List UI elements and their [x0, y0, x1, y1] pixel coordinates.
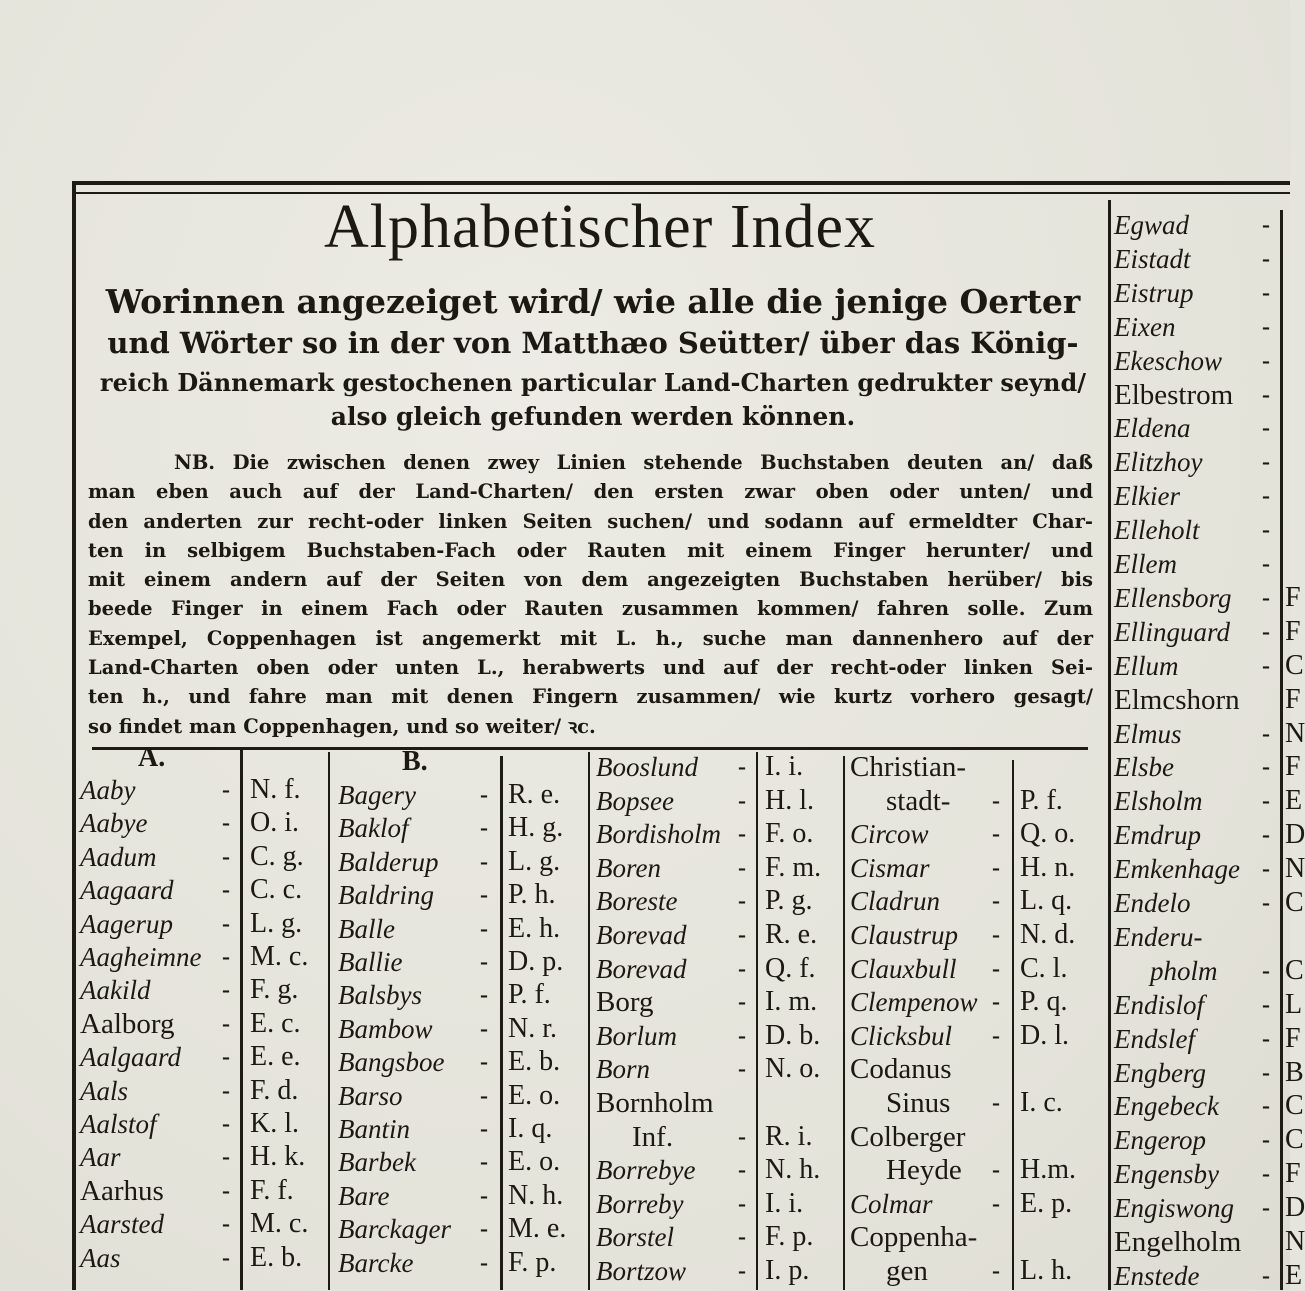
grid-reference: L	[1285, 988, 1303, 1020]
leader-dash: -	[1262, 1262, 1270, 1289]
nb-line: beede Finger in einem Fach oder Rauten zusammen kommen/ fahren solle. Zum	[88, 597, 1093, 621]
index-entry-name: Borrebye	[596, 1155, 696, 1186]
leader-dash: -	[1262, 652, 1270, 679]
grid-reference: F. o.	[765, 818, 814, 850]
index-entry-name: Barso	[338, 1080, 403, 1111]
index-entry-name: Elsholm	[1114, 786, 1203, 817]
index-entry-name: Elsbe	[1114, 752, 1174, 783]
leader-dash: -	[738, 1190, 746, 1217]
leader-dash: -	[1262, 1127, 1270, 1154]
nb-line: ten in selbigem Buchstaben-Fach oder Rauten mit einem Finger herunter/ und	[88, 538, 1093, 562]
index-entry-name: Heyde	[886, 1154, 962, 1187]
nb-line: man eben auch auf der Land-Charten/ den ersten zwar oben oder unten/ und	[88, 480, 1093, 504]
leader-dash: -	[222, 1244, 230, 1271]
leader-dash: -	[1262, 788, 1270, 815]
grid-reference: C	[1285, 649, 1304, 681]
grid-reference: E. p.	[1020, 1187, 1073, 1219]
index-entry-name: Ballie	[338, 947, 403, 977]
leader-dash: -	[1262, 890, 1270, 916]
grid-reference: H.m.	[1020, 1154, 1076, 1186]
index-entry-name: Aar	[80, 1142, 121, 1173]
leader-dash: -	[992, 787, 1000, 814]
leader-dash: -	[738, 787, 746, 814]
index-entry-name: Sinus	[886, 1087, 951, 1119]
index-entry-name: Clempenow	[850, 987, 978, 1018]
leader-dash: -	[480, 815, 488, 842]
leader-dash: -	[1262, 1025, 1270, 1052]
grid-reference: M. c.	[250, 1208, 309, 1240]
index-entry-name: Eldena	[1114, 413, 1191, 444]
leader-dash: -	[480, 949, 488, 975]
grid-reference: F	[1285, 1022, 1301, 1054]
leader-dash: -	[222, 1010, 230, 1037]
grid-reference: E	[1285, 1259, 1303, 1291]
leader-dash: -	[480, 915, 488, 942]
leader-dash: -	[1262, 415, 1270, 442]
index-entry-name: Colmar	[850, 1188, 933, 1219]
leader-dash: -	[738, 989, 746, 1016]
section-header-b: B.	[402, 746, 428, 777]
nb-line: ten h., und fahre man mit denen Fingern zusammen/ wie kurtz vorhero gesagt/	[88, 685, 1093, 709]
index-entry-name: Elleholt	[1114, 515, 1200, 546]
nb-line: mit einem andern auf der Seiten von dem angezeigten Buchstaben herüber/ bis	[88, 568, 1093, 592]
grid-reference: N. d.	[1020, 919, 1076, 950]
index-entry-name: Elbestrom	[1114, 378, 1234, 411]
grid-reference: Q. f.	[765, 952, 816, 984]
leader-dash: -	[1262, 957, 1270, 984]
grid-reference: N	[1285, 1226, 1305, 1257]
index-entry-name: Endislof	[1114, 989, 1205, 1020]
index-entry-name: Elkier	[1114, 481, 1180, 512]
index-entry-name: Baldring	[338, 880, 435, 911]
leader-dash: -	[738, 888, 746, 915]
index-entry-name: Aakild	[80, 975, 151, 1006]
leader-dash: -	[1262, 347, 1270, 374]
leader-dash: -	[1262, 822, 1270, 849]
nb-line: den anderten zur recht-oder linken Seiten suchen/ und sodann auf ermeldter Char-	[88, 509, 1093, 533]
index-entry-name: Aadum	[80, 841, 157, 872]
grid-reference: F	[1285, 751, 1301, 783]
leader-dash: -	[222, 877, 230, 904]
grid-reference: N	[1285, 853, 1305, 885]
index-entry-name: Borg	[596, 986, 654, 1019]
leader-dash: -	[222, 977, 230, 1004]
index-entry-name: Enderu-	[1114, 921, 1203, 952]
index-entry-name: Bopsee	[596, 785, 674, 816]
subtitle-line: also gleich gefunden werden können.	[330, 402, 856, 431]
leader-dash: -	[480, 1249, 488, 1276]
leader-dash: -	[992, 1090, 1000, 1116]
leader-dash: -	[1262, 1161, 1270, 1188]
grid-reference: H. l.	[765, 784, 814, 816]
leader-dash: -	[1262, 754, 1270, 781]
grid-reference: F	[1285, 615, 1301, 647]
index-entry-name: Barcke	[338, 1247, 414, 1278]
grid-reference: N. r.	[508, 1012, 557, 1044]
index-entry-name: Clauxbull	[850, 953, 957, 984]
grid-reference: H. g.	[508, 812, 564, 844]
leader-dash: -	[480, 1216, 488, 1243]
index-entry-name: Aaby	[80, 775, 136, 805]
leader-dash: -	[1262, 245, 1270, 272]
leader-dash: -	[222, 1111, 230, 1137]
leader-dash: -	[992, 888, 1000, 915]
grid-reference: N. o.	[765, 1053, 821, 1085]
leader-dash: -	[480, 848, 488, 875]
leader-dash: -	[480, 1015, 488, 1042]
grid-reference: N	[1285, 717, 1305, 749]
grid-reference: R. e.	[508, 779, 561, 810]
index-entry-name: Aalborg	[80, 1007, 175, 1040]
grid-reference: I. i.	[765, 1187, 804, 1219]
index-entry-name: Endelo	[1114, 888, 1191, 918]
grid-reference: P. g.	[765, 885, 813, 917]
leader-dash: -	[992, 854, 1000, 881]
index-entry-name: Aagerup	[80, 908, 173, 939]
index-entry-name: Bornholm	[596, 1087, 714, 1119]
index-entry-name: Bordisholm	[596, 819, 722, 850]
grid-reference: E. c.	[250, 1007, 301, 1039]
index-entry-name: Egwad	[1114, 210, 1190, 240]
grid-reference: N. h.	[765, 1154, 821, 1186]
grid-reference: E. b.	[250, 1241, 303, 1273]
index-entry-name: Balsbys	[338, 980, 422, 1011]
leader-dash: -	[738, 1258, 746, 1284]
grid-reference: D. p.	[508, 946, 564, 977]
leader-dash: -	[738, 1056, 746, 1083]
index-entry-name: Cismar	[850, 852, 930, 883]
grid-reference: L. g.	[508, 845, 561, 877]
index-entry-name: gen	[886, 1255, 928, 1287]
grid-reference: C	[1285, 1124, 1304, 1156]
index-entry-name: Engensby	[1114, 1159, 1219, 1190]
index-entry-name: Balderup	[338, 846, 439, 877]
grid-reference: F. d.	[250, 1074, 299, 1106]
grid-reference: R. e.	[765, 919, 818, 950]
grid-reference: D. l.	[1020, 1019, 1069, 1051]
leader-dash: -	[222, 1044, 230, 1071]
grid-reference: Q. o.	[1020, 818, 1076, 850]
grid-reference: C	[1285, 954, 1304, 986]
grid-reference: P. f.	[508, 979, 551, 1011]
leader-dash: -	[992, 922, 1000, 948]
nb-line: NB. Die zwischen denen zwey Linien stehende Buchstaben deuten an/ daß	[174, 451, 1093, 474]
index-entry-name: Bagery	[338, 780, 416, 810]
column-line	[843, 756, 845, 1290]
index-entry-name: Borlum	[596, 1020, 677, 1051]
grid-reference: L. q.	[1020, 885, 1073, 917]
index-entry-name: Christian-	[850, 751, 966, 783]
nb-paragraph	[88, 448, 1093, 741]
index-entry-name: Ellem	[1114, 549, 1177, 579]
grid-reference: I. i.	[765, 751, 804, 782]
index-entry-name: Borstel	[596, 1222, 674, 1253]
leader-dash: -	[222, 777, 230, 803]
leader-dash: -	[222, 944, 230, 970]
leader-dash: -	[222, 1177, 230, 1204]
grid-reference: I. m.	[765, 986, 818, 1018]
leader-dash: -	[480, 1082, 488, 1109]
leader-dash: -	[480, 1116, 488, 1142]
column-line	[1012, 760, 1014, 1290]
leader-dash: -	[992, 989, 1000, 1016]
index-entry-name: Engebeck	[1114, 1091, 1219, 1122]
grid-reference: K. l.	[250, 1108, 299, 1139]
leader-dash: -	[738, 1157, 746, 1184]
index-entry-name: Barckager	[338, 1214, 451, 1245]
grid-reference: D. b.	[765, 1019, 821, 1051]
leader-dash: -	[1262, 313, 1270, 340]
grid-reference: C	[1285, 1090, 1304, 1122]
grid-reference: I. p.	[765, 1255, 810, 1286]
grid-reference: C. l.	[1020, 952, 1068, 984]
leader-dash: -	[1262, 991, 1270, 1018]
leader-dash: -	[738, 854, 746, 881]
grid-reference: C. c.	[250, 874, 303, 906]
grid-reference: F	[1285, 683, 1301, 715]
index-entry-name: Aarsted	[80, 1209, 164, 1240]
index-entry-name: Bangsboe	[338, 1047, 445, 1078]
top-border	[72, 181, 1290, 185]
index-entry-name: pholm	[1150, 955, 1218, 986]
leader-dash: -	[1262, 618, 1270, 645]
index-entry-name: Born	[596, 1054, 650, 1085]
index-entry-name: Engiswong	[1114, 1193, 1235, 1224]
index-entry-name: Borevad	[596, 920, 687, 950]
grid-reference: R. i.	[765, 1120, 813, 1152]
grid-reference: H. k.	[250, 1141, 306, 1173]
index-entry-name: Eistrup	[1114, 277, 1194, 308]
index-entry-name: Borreby	[596, 1188, 684, 1219]
leader-dash: -	[738, 821, 746, 848]
leader-dash: -	[1262, 584, 1270, 611]
index-entry-name: Codanus	[850, 1053, 952, 1086]
index-entry-name: Baklof	[338, 813, 409, 844]
leader-dash: -	[1262, 1195, 1270, 1222]
grid-reference: F. m.	[765, 851, 822, 883]
index-entry-name: stadt-	[886, 784, 951, 817]
grid-reference: N. f.	[250, 774, 301, 805]
grid-reference: P. h.	[508, 879, 556, 911]
index-entry-name: Boreste	[596, 886, 678, 917]
index-entry-name: Emdrup	[1114, 820, 1201, 851]
leader-dash: -	[1262, 483, 1270, 510]
index-entry-name: Aalstof	[80, 1109, 157, 1139]
leader-dash: -	[222, 1211, 230, 1238]
leader-dash: -	[738, 955, 746, 982]
leader-dash: -	[480, 1049, 488, 1076]
leader-dash: -	[222, 1144, 230, 1171]
column-e-right-line	[1280, 210, 1283, 1290]
grid-reference: F. p.	[508, 1246, 557, 1278]
column-line	[588, 752, 590, 1290]
leader-dash: -	[222, 810, 230, 837]
leader-dash: -	[1262, 1093, 1270, 1120]
grid-reference: B	[1285, 1056, 1304, 1088]
index-entry-name: Elmus	[1114, 718, 1182, 749]
index-entry-name: Bortzow	[596, 1256, 687, 1286]
index-entry-name: Borevad	[596, 953, 687, 984]
index-entry-name: Engberg	[1114, 1057, 1206, 1088]
grid-reference: C	[1285, 887, 1304, 918]
leader-dash: -	[480, 782, 488, 808]
leader-dash: -	[480, 1149, 488, 1176]
leader-dash: -	[1262, 1059, 1270, 1086]
subtitle-line: reich Dännemark gestochenen particular Land-Charten gedrukter seynd/	[99, 368, 1087, 397]
index-entry-name: Elmcshorn	[1114, 683, 1240, 716]
leader-dash: -	[738, 1123, 746, 1150]
index-entry-name: Aagaard	[80, 875, 174, 906]
subtitle-line: Worinnen angezeiget wird/ wie alle die jenige Oerter	[105, 282, 1081, 321]
grid-reference: L. h.	[1020, 1255, 1073, 1286]
grid-reference: L. g.	[250, 907, 303, 939]
grid-reference: E. e.	[250, 1041, 301, 1073]
grid-reference: M. e.	[508, 1213, 567, 1245]
index-entry-name: Aals	[80, 1075, 129, 1106]
column-line	[328, 752, 330, 1290]
index-entry-name: Circow	[850, 819, 929, 850]
leader-dash: -	[1262, 551, 1270, 577]
grid-reference: O. i.	[250, 807, 299, 839]
leader-dash: -	[738, 1022, 746, 1049]
leader-dash: -	[1262, 517, 1270, 544]
grid-reference: D	[1285, 819, 1305, 851]
index-entry-name: Coppenha-	[850, 1221, 978, 1254]
index-entry-name: Booslund	[596, 752, 699, 782]
index-entry-name: Ekeschow	[1114, 345, 1222, 376]
index-entry-name: Bantin	[338, 1114, 410, 1144]
index-entry-name: Aas	[80, 1242, 121, 1273]
index-entry-name: Emkenhage	[1114, 854, 1240, 885]
index-entry-name: Eixen	[1114, 311, 1176, 342]
column-line	[240, 748, 243, 1290]
leader-dash: -	[738, 922, 746, 948]
index-entry-name: Elitzhoy	[1114, 447, 1203, 478]
index-entry-name: Eistadt	[1114, 243, 1191, 274]
grid-reference: F	[1285, 581, 1301, 613]
index-entry-name: Endslef	[1114, 1023, 1195, 1054]
index-entry-name: Engerop	[1114, 1125, 1206, 1156]
index-entry-name: Aalgaard	[80, 1042, 181, 1073]
column-e-left-line	[1108, 200, 1111, 1290]
leader-dash: -	[738, 1224, 746, 1251]
index-entry-name: Ellensborg	[1114, 582, 1232, 613]
index-entry-name: Claustrup	[850, 920, 959, 950]
grid-reference: E	[1285, 785, 1303, 817]
section-header-a: A.	[138, 742, 166, 773]
leader-dash: -	[992, 1022, 1000, 1049]
index-entry-name: Aabye	[80, 808, 148, 839]
index-entry-name: Cladrun	[850, 886, 941, 917]
leader-dash: -	[992, 1258, 1000, 1284]
nb-line: so findet man Coppenhagen, und so weiter/ ꝛc.	[88, 714, 596, 738]
leader-dash: -	[1262, 856, 1270, 883]
index-entry-name: Inf.	[632, 1120, 674, 1153]
leader-dash: -	[992, 1190, 1000, 1217]
grid-reference: E. b.	[508, 1046, 561, 1078]
index-entry-name: Clicksbul	[850, 1020, 952, 1051]
leader-dash: -	[738, 754, 746, 780]
grid-reference: H. n.	[1020, 851, 1076, 883]
index-entry-name: Bambow	[338, 1013, 433, 1044]
leader-dash: -	[992, 1157, 1000, 1184]
leader-dash: -	[1262, 279, 1270, 306]
grid-reference: D	[1285, 1192, 1305, 1224]
leader-dash: -	[480, 1182, 488, 1209]
leader-dash: -	[222, 843, 230, 870]
index-entry-name: Enstede	[1114, 1260, 1200, 1291]
leader-dash: -	[1262, 720, 1270, 747]
grid-reference: F	[1285, 1158, 1301, 1190]
nb-line: Exempel, Coppenhagen ist angemerkt mit L. h., suche man dannenhero auf der	[88, 626, 1093, 650]
grid-reference: N. h.	[508, 1179, 564, 1211]
grid-reference: F. p.	[765, 1221, 814, 1253]
column-line	[500, 756, 503, 1290]
grid-reference: I. c.	[1020, 1087, 1063, 1118]
grid-reference: C. g.	[250, 840, 304, 872]
grid-reference: I. q.	[508, 1113, 553, 1144]
nb-line: Land-Charten oben oder unten L., herabwerts und auf der recht-oder linken Sei-	[88, 656, 1093, 680]
leader-dash: -	[1262, 449, 1270, 476]
index-entry-name: Ellum	[1114, 650, 1179, 681]
leader-dash: -	[222, 910, 230, 937]
left-border	[72, 181, 76, 1290]
leader-dash: -	[222, 1077, 230, 1104]
subtitle-line: und Wörter so in der von Matthæo Seütter/ über das König-	[107, 326, 1079, 360]
grid-reference: P. q.	[1020, 986, 1068, 1018]
index-entry-name: Engelholm	[1114, 1226, 1242, 1258]
grid-reference: F. f.	[250, 1174, 294, 1206]
page-title: Alphabetischer Index	[324, 193, 876, 261]
grid-reference: F. g.	[250, 974, 299, 1006]
index-entry-name: Barbek	[338, 1147, 416, 1178]
grid-reference: P. f.	[1020, 784, 1063, 816]
index-entry-name: Colberger	[850, 1120, 966, 1153]
leader-dash: -	[480, 882, 488, 909]
leader-dash: -	[992, 821, 1000, 848]
index-entry-name: Bare	[338, 1180, 390, 1211]
grid-reference: E. o.	[508, 1146, 561, 1178]
leader-dash: -	[1262, 212, 1270, 238]
leader-dash: -	[480, 982, 488, 1009]
index-entry-name: Aagheimne	[80, 942, 202, 972]
index-entry-name: Balle	[338, 913, 395, 944]
column-line	[756, 752, 758, 1290]
index-entry-name: Ellinguard	[1114, 616, 1231, 647]
grid-reference: E. o.	[508, 1079, 561, 1111]
leader-dash: -	[1262, 381, 1270, 408]
grid-reference: M. c.	[250, 941, 309, 972]
leader-dash: -	[992, 955, 1000, 982]
index-entry-name: Aarhus	[80, 1174, 164, 1207]
index-entry-name: Boren	[596, 852, 661, 883]
grid-reference: E. h.	[508, 912, 561, 944]
